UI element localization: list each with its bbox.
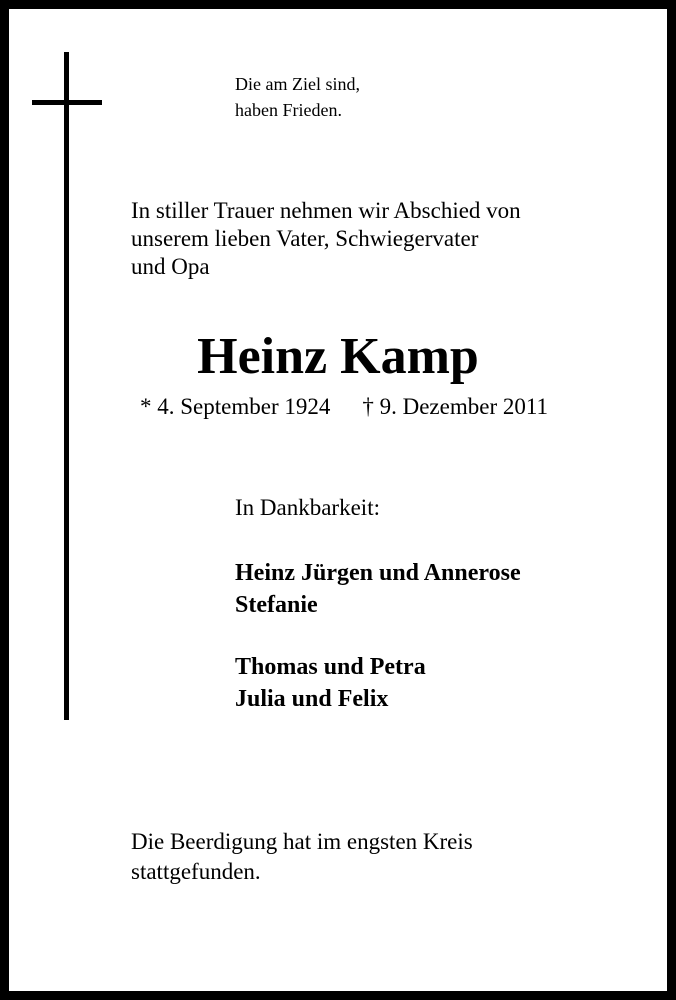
deceased-name: Heinz Kamp (197, 328, 479, 385)
family-line: Stefanie (235, 592, 318, 618)
intro-line: unserem lieben Vater, Schwiegervater (131, 226, 479, 251)
life-dates (140, 392, 548, 422)
funeral-notice-line: Die Beerdigung hat im engsten Kreis (131, 829, 473, 854)
motto (235, 71, 360, 123)
funeral-notice-line: stattgefunden. (131, 859, 261, 884)
motto-line: Die am Ziel sind, (235, 74, 360, 94)
intro-line: und Opa (131, 254, 210, 279)
funeral-notice (131, 827, 473, 887)
cross-horizontal-bar (32, 100, 102, 105)
birth-date: * 4. September 1924 (140, 394, 331, 419)
family-group (235, 651, 426, 715)
death-date: † 9. Dezember 2011 (362, 394, 548, 419)
family-line: Heinz Jürgen und Annerose (235, 560, 521, 586)
motto-line: haben Frieden. (235, 100, 342, 120)
family-group (235, 557, 521, 621)
family-line: Thomas und Petra (235, 654, 426, 680)
gratitude-heading: In Dankbarkeit: (235, 495, 380, 520)
intro-line: In stiller Trauer nehmen wir Abschied von (131, 198, 521, 223)
intro-text (131, 197, 521, 281)
family-line: Julia und Felix (235, 686, 389, 712)
